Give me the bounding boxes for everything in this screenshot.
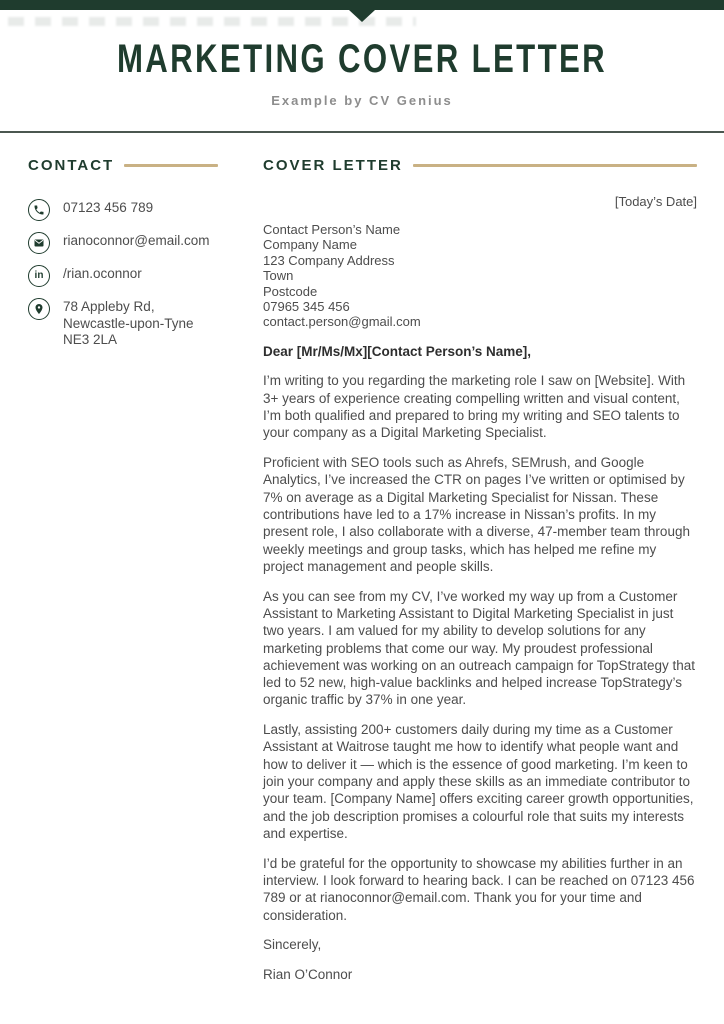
contact-sidebar — [28, 157, 218, 983]
letter-paragraph: I’m writing to you regarding the marketing role I saw on [Website]. With 3+ years of experience creating compelling written and visual content, I’m both qualified and prepared to bring my writing and SEO talents to your company as a Digital Marketing Specialist. — [263, 373, 686, 441]
recipient-line: 07965 345 456 — [263, 299, 350, 315]
contact-section-header — [28, 157, 218, 173]
location-icon — [28, 298, 50, 320]
letter-section-header — [263, 157, 697, 173]
recipient-line: Town — [263, 268, 294, 284]
contact-phone-value: 07123 456 789 — [63, 200, 154, 215]
recipient-block — [263, 222, 697, 330]
recipient-line: Contact Person’s Name — [263, 222, 401, 237]
contact-item-email — [28, 233, 218, 254]
phone-icon — [28, 199, 50, 221]
contact-item-phone — [28, 200, 218, 221]
letter-paragraph: As you can see from my CV, I’ve worked my way up from a Customer Assistant to Marketing Assistant to Digital Marketing Specialist in just two years. I am valued for my ability to develop solutions for any marketing problems that come our way. My proudest professional achievement was working on an outreach campaign for TopStrategy that led to 52 new, high-value backlinks and helped increase TopStrategy’s organic traffic by 37% in one year. — [263, 588, 695, 708]
contact-list — [28, 200, 218, 349]
recipient-line: Company Name — [263, 237, 357, 253]
salutation: Dear [Mr/Ms/Mx][Contact Person’s Name], — [263, 343, 532, 359]
notch-triangle-icon — [349, 10, 375, 22]
letter-paragraph: Proficient with SEO tools such as Ahrefs, SEMrush, and Google Analytics, I’ve increased the CTR on pages I’ve written or optimised by 7% on average as a Digital Marketing Specialist for Nissan. These contributions have led to a 17% increase in Nissan’s profits. In my present role, I also collaborate with a diverse, 47-member team through weekly meetings and group tasks, which has helped me refine my project management and people skills. — [263, 455, 690, 574]
letter-date: [Today’s Date] — [614, 194, 697, 209]
signature: Rian O’Connor — [263, 966, 353, 982]
content-area — [0, 133, 724, 983]
letter-gold-rule — [413, 164, 697, 167]
contact-email-value: rianoconnor@email.com — [63, 233, 210, 248]
letter-column — [263, 157, 697, 983]
recipient-line: Postcode — [263, 283, 318, 299]
contact-linkedin-value: /rian.oconnor — [63, 266, 142, 281]
page-subtitle: Example by CV Genius — [271, 93, 453, 108]
cover-letter-heading: COVER LETTER — [263, 156, 403, 174]
page-title: MARKETING COVER LETTER — [116, 37, 608, 81]
top-accent-bar — [0, 0, 724, 10]
contact-item-address — [28, 299, 218, 349]
recipient-line: 123 Company Address — [263, 252, 395, 268]
letter-paragraph: I’d be grateful for the opportunity to showcase my abilities further in an interview. I look forward to hearing back. I can be reached on 07123 456 789 or at rianoconnor@email.com. Thank you for your time and consideration. — [263, 855, 695, 923]
document-header — [0, 37, 724, 108]
contact-gold-rule — [124, 164, 218, 167]
letter-paragraph: Lastly, assisting 200+ customers daily during my time as a Customer Assistant at Waitrose taught me how to identify what people want and how to deliver it — which is the essence of good marketing. I’m keen to join your company and apply these skills as an immediate contributor to your team. [Company Name] offers exciting career growth opportunities, and the job description promises a colourful role that suits my interests and expertise. — [263, 722, 694, 841]
recipient-line: contact.person@gmail.com — [263, 314, 421, 330]
linkedin-icon: in — [28, 265, 50, 287]
closing: Sincerely, — [263, 937, 322, 953]
email-icon — [28, 232, 50, 254]
contact-item-linkedin — [28, 266, 218, 287]
contact-address-value: 78 Appleby Rd, Newcastle-upon-Tyne NE3 2LA — [63, 299, 194, 347]
contact-heading: CONTACT — [28, 156, 115, 174]
